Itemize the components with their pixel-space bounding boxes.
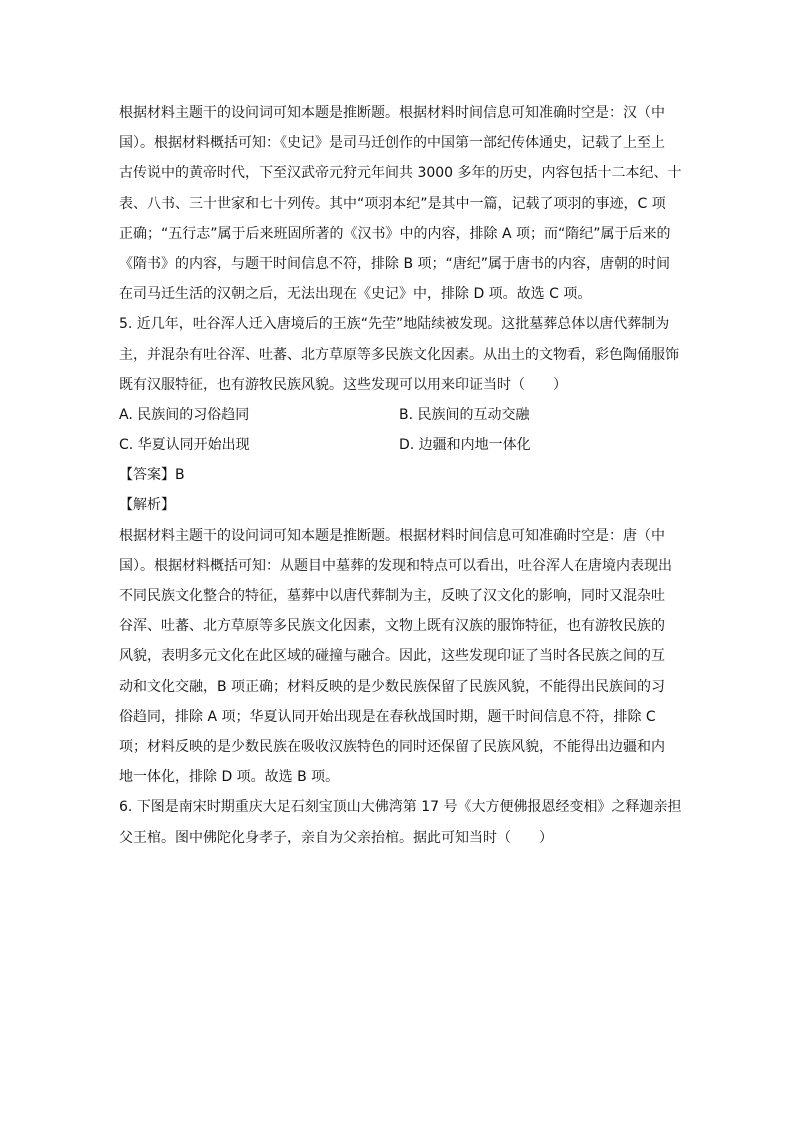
text-line: 动和文化交融，B 项正确；材料反映的是少数民族保留了民族风貌，不能得出民族间的习 — [119, 678, 666, 695]
text-line: 6. 下图是南宋时期重庆大足石刻宝顶山大佛湾第 17 号《大方便佛报恩经变相》之释迦亲担 — [119, 799, 682, 816]
text-line: 父王棺。图中佛陀化身孝子，亲自为父亲抬棺。据此可知当时（ ） — [119, 829, 553, 846]
text-line: 古传说中的黄帝时代，下至汉武帝元狩元年间共 3000 多年的历史，内容包括十二本纪、十 — [119, 165, 682, 182]
text-line: 正确；“五行志”属于后来班固所著的《汉书》中的内容，排除 A 项；而“隋纪”属于后来的 — [119, 225, 671, 242]
option-a: A. 民族间的习俗趋同 — [119, 406, 250, 423]
question-5-stem — [119, 309, 679, 400]
text-line: 在司马迁生活的汉朝之后，无法出现在《史记》中，排除 D 项。故选 C 项。 — [119, 286, 592, 303]
page-content — [119, 98, 682, 853]
text-line: 《隋书》的内容，与题干时间信息不符，排除 B 项；“唐纪”属于唐书的内容，唐朝的时间 — [119, 255, 671, 272]
text-line: 谷浑、吐蕃、北方草原等多民族文化因素，文物上既有汉族的服饰特征，也有游牧民族的 — [119, 618, 665, 635]
option-row — [119, 400, 679, 430]
text-line: 项；材料反映的是少数民族在吸收汉族特色的同时还保留了民族风貌，不能得出边疆和内 — [119, 738, 665, 755]
analysis-label: 【解析】 — [119, 497, 175, 514]
text-line: 地一体化，排除 D 项。故选 B 项。 — [119, 769, 340, 786]
q5-analysis-paragraph — [119, 521, 679, 793]
text-line: 国）。根据材料概括可知：从题目中墓葬的发现和特点可以看出，吐谷浑人在唐境内表现出 — [119, 557, 672, 574]
option-row — [119, 430, 679, 460]
text-line: 5. 近几年，吐谷浑人迁入唐境后的王族“先茔”地陆续被发现。这批墓葬总体以唐代葬制为 — [119, 316, 670, 333]
q4-analysis-paragraph — [119, 98, 682, 309]
option-b: B. 民族间的互动交融 — [399, 406, 530, 423]
text-line: 风貌，表明多元文化在此区域的碰撞与融合。因此，这些发现印证了当时各民族之间的互 — [119, 648, 665, 665]
text-line: 国）。根据材料概括可知：《史记》是司马迁创作的中国第一部纪传体通史，记载了上至上 — [119, 135, 665, 152]
text-line: 根据材料主题干的设问词可知本题是推断题。根据材料时间信息可知准确时空是：唐（中 — [119, 527, 665, 544]
option-c: C. 华夏认同开始出现 — [119, 437, 250, 454]
text-line: 主，并混杂有吐谷浑、吐蕃、北方草原等多民族文化因素。从出土的文物看，彩色陶俑服饰 — [119, 346, 679, 363]
question-5-options — [119, 400, 679, 460]
text-line: 表、八书、三十世家和七十列传。其中“项羽本纪”是其中一篇，记载了项羽的事迹，C 项 — [119, 195, 666, 212]
text-line: 不同民族文化整合的特征，墓葬中以唐代葬制为主，反映了汉文化的影响，同时又混杂吐 — [119, 588, 665, 604]
question-6-stem — [119, 792, 682, 852]
text-line: 俗趋同，排除 A 项；华夏认同开始出现是在春秋战国时期，题干时间信息不符，排除 C — [119, 708, 656, 725]
text-line: 根据材料主题干的设问词可知本题是推断题。根据材料时间信息可知准确时空是：汉（中 — [119, 105, 665, 121]
text-line: 既有汉服特征，也有游牧民族风貌。这些发现可以用来印证当时（ ） — [119, 376, 567, 393]
option-d: D. 边疆和内地一体化 — [399, 437, 531, 454]
answer-label: 【答案】B — [119, 467, 185, 484]
